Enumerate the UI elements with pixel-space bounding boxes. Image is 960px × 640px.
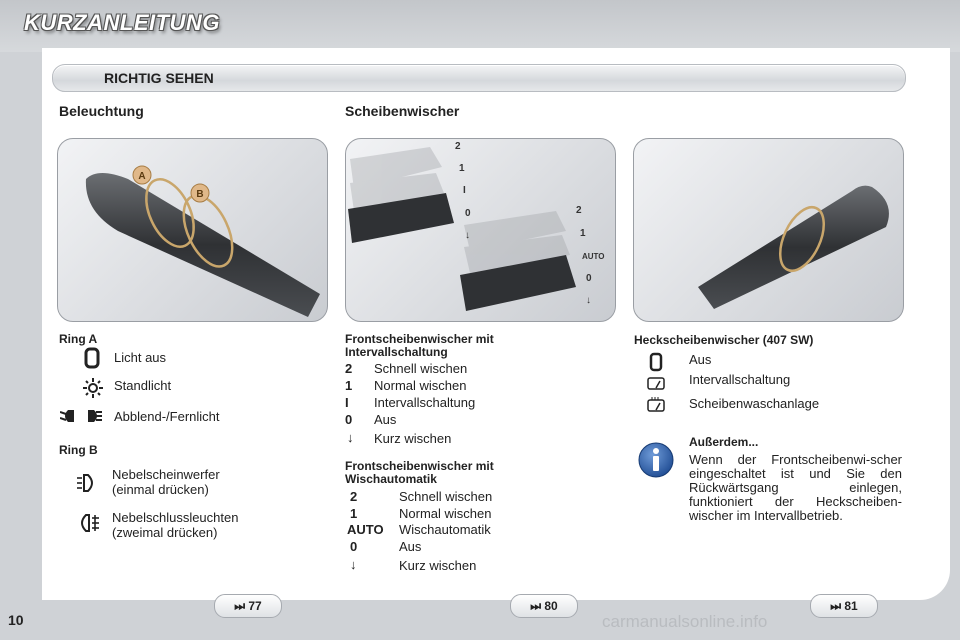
front-auto-code-3: 0 bbox=[350, 539, 358, 554]
rear-wiper-interval-icon bbox=[646, 375, 666, 393]
rear-item-1: Intervallschaltung bbox=[689, 372, 791, 387]
front-interval-label-1: Normal wischen bbox=[374, 378, 467, 393]
front-auto-title: Frontscheibenwischer mit Wischautomatik bbox=[345, 459, 494, 486]
rear-fog-icon bbox=[76, 513, 100, 533]
info-icon bbox=[637, 441, 675, 479]
front-auto-code-0: 2 bbox=[350, 489, 358, 504]
front-interval-code-0: 2 bbox=[345, 361, 353, 376]
light-stalk-photo bbox=[57, 138, 328, 322]
low-high-beam-icon bbox=[60, 406, 102, 426]
front-mark-top-0: 2 bbox=[455, 141, 461, 152]
front-interval-label-2: Intervallschaltung bbox=[374, 395, 476, 410]
lighting-heading: Beleuchtung bbox=[59, 103, 144, 119]
sidelight-icon bbox=[82, 377, 104, 399]
front-mark-top-1: 1 bbox=[459, 163, 465, 174]
front-auto-code-1: 1 bbox=[350, 506, 358, 521]
ref-page-81-link[interactable]: ⏭ 81 bbox=[810, 594, 878, 618]
rear-washer-icon bbox=[646, 396, 666, 414]
page-title: KURZANLEITUNG bbox=[24, 10, 220, 35]
front-mark-bottom-2: AUTO bbox=[582, 252, 605, 261]
front-auto-code-4: ↓ bbox=[350, 557, 357, 572]
ring-a-marker: A bbox=[138, 171, 146, 182]
rear-item-2: Scheibenwaschanlage bbox=[689, 396, 820, 411]
ring-b-title: Ring B bbox=[59, 443, 98, 457]
light-off-icon bbox=[82, 347, 102, 369]
ref-page-77-link[interactable]: ⏭ 77 bbox=[214, 594, 282, 618]
front-interval-code-4: ↓ bbox=[347, 430, 354, 445]
ring-a-title: Ring A bbox=[59, 332, 98, 346]
ring-b-item-0: Nebelscheinwerfer (einmal drücken) bbox=[112, 467, 220, 497]
front-mark-bottom-3: 0 bbox=[586, 273, 592, 284]
front-mark-bottom-0: 2 bbox=[576, 205, 582, 216]
front-auto-label-0: Schnell wischen bbox=[399, 489, 493, 504]
note-text: Wenn der Frontscheibenwi-scher eingeschaltet ist und Sie den Rückwärtsgang einlegen, funktioniert der Heckscheiben-wischer im Intervallbetrieb. bbox=[689, 452, 902, 523]
ring-b-marker: B bbox=[196, 189, 204, 200]
front-fog-icon bbox=[76, 473, 98, 493]
ring-a-item-1: Standlicht bbox=[114, 378, 172, 393]
watermark: carmanualsonline.info bbox=[602, 612, 768, 631]
rear-item-0: Aus bbox=[689, 352, 712, 367]
ref-page-80-link[interactable]: ⏭ 80 bbox=[510, 594, 578, 618]
front-auto-label-3: Aus bbox=[399, 539, 422, 554]
rear-wiper-off-icon bbox=[648, 352, 664, 372]
front-interval-code-2: I bbox=[345, 395, 349, 410]
front-mark-top-4: ↓ bbox=[465, 230, 470, 241]
ring-a-item-2: Abblend-/Fernlicht bbox=[114, 409, 220, 424]
wipers-heading: Scheibenwischer bbox=[345, 103, 460, 119]
front-mark-top-2: I bbox=[463, 185, 466, 196]
front-wiper-stalk-photo bbox=[345, 138, 616, 322]
front-auto-label-2: Wischautomatik bbox=[399, 522, 491, 537]
page-number: 10 bbox=[8, 612, 24, 628]
front-interval-code-1: 1 bbox=[345, 378, 353, 393]
front-mark-top-3: 0 bbox=[465, 208, 471, 219]
rear-wiper-stalk-photo bbox=[633, 138, 904, 322]
front-interval-label-3: Aus bbox=[374, 412, 397, 427]
section-title: RICHTIG SEHEN bbox=[104, 70, 214, 86]
note-title: Außerdem... bbox=[689, 435, 759, 449]
front-mark-bottom-4: ↓ bbox=[586, 295, 591, 306]
front-interval-label-4: Kurz wischen bbox=[374, 431, 452, 446]
ring-a-item-0: Licht aus bbox=[114, 350, 167, 365]
front-interval-code-3: 0 bbox=[345, 412, 353, 427]
front-mark-bottom-1: 1 bbox=[580, 228, 586, 239]
front-auto-label-4: Kurz wischen bbox=[399, 558, 477, 573]
front-auto-label-1: Normal wischen bbox=[399, 506, 492, 521]
rear-wiper-title: Heckscheibenwischer (407 SW) bbox=[634, 333, 814, 347]
ring-b-item-1: Nebelschlussleuchten (zweimal drücken) bbox=[112, 510, 239, 540]
front-interval-title: Frontscheibenwischer mit Intervallschaltung bbox=[345, 332, 494, 359]
front-auto-code-2: AUTO bbox=[347, 522, 384, 537]
front-interval-label-0: Schnell wischen bbox=[374, 361, 468, 376]
